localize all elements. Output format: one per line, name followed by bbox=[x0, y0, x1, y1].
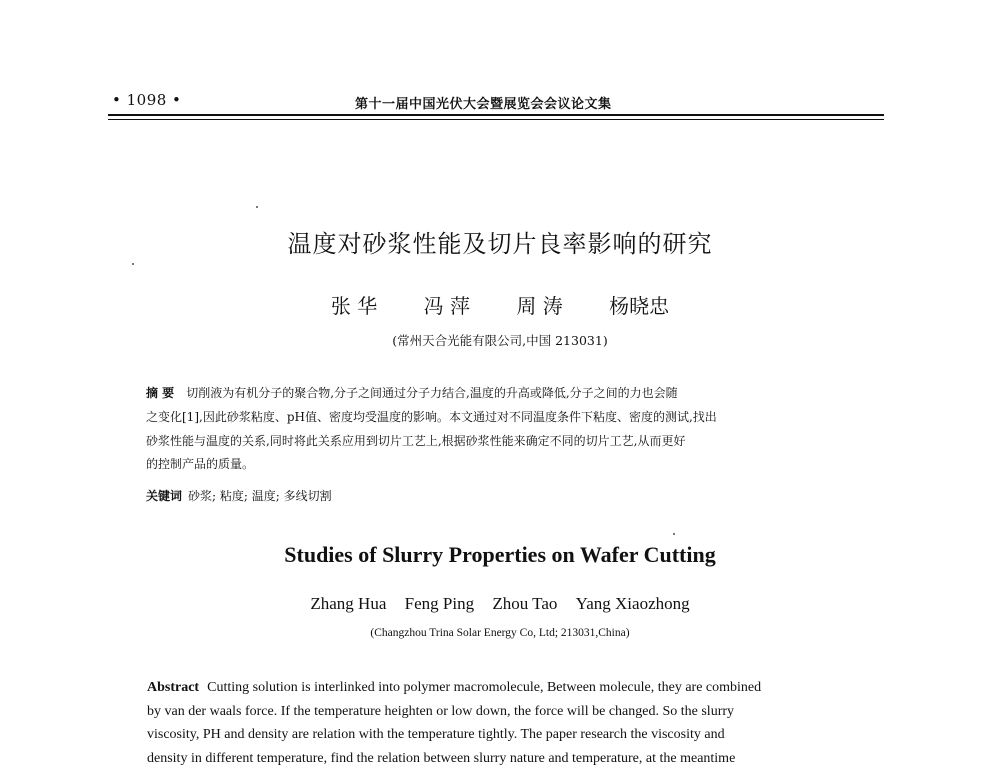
author-name: 冯 萍 bbox=[424, 294, 470, 318]
journal-title: 第十一届中国光伏大会暨展览会会议论文集 bbox=[355, 93, 612, 112]
author-name: Zhang Hua bbox=[310, 594, 386, 613]
chinese-affiliation: (常州天合光能有限公司,中国 213031) bbox=[0, 331, 1000, 349]
keywords-text: 砂浆; 粘度; 温度; 多线切割 bbox=[188, 489, 332, 503]
abstract-line: density in different temperature, find the relation between slurry nature and temperature, at the meantime bbox=[147, 747, 853, 770]
abstract-text: Cutting solution is interlinked into polymer macromolecule, Between molecule, they are combined bbox=[207, 680, 761, 695]
page-number: • 1098 • bbox=[112, 91, 181, 109]
english-abstract bbox=[147, 676, 853, 770]
author-name: 杨晓忠 bbox=[609, 294, 669, 318]
abstract-label: Abstract bbox=[147, 680, 199, 695]
scan-speck bbox=[132, 263, 134, 265]
english-authors bbox=[0, 594, 1000, 614]
english-title: Studies of Slurry Properties on Wafer Cutting bbox=[0, 542, 1000, 568]
abstract-label: 摘 要 bbox=[146, 386, 174, 400]
author-name: 周 涛 bbox=[516, 294, 562, 318]
abstract-line bbox=[146, 382, 856, 406]
author-name: 张 华 bbox=[331, 294, 377, 318]
chinese-keywords bbox=[146, 487, 856, 504]
abstract-line: 砂浆性能与温度的关系,同时将此关系应用到切片工艺上,根据砂浆性能来确定不同的切片工艺,从而更好 bbox=[146, 430, 856, 454]
keywords-label: 关键词 bbox=[146, 489, 182, 503]
abstract-line: by van der waals force. If the temperature heighten or low down, the force will be changed. So the slurry bbox=[147, 700, 853, 724]
abstract-text: 切削液为有机分子的聚合物,分子之间通过分子力结合,温度的升高或降低,分子之间的力也会随 bbox=[186, 386, 677, 400]
chinese-abstract bbox=[146, 382, 856, 477]
abstract-line bbox=[147, 676, 853, 700]
english-affiliation: (Changzhou Trina Solar Energy Co, Ltd; 213031,China) bbox=[0, 627, 1000, 639]
author-name: Zhou Tao bbox=[492, 594, 557, 613]
abstract-line: 的控制产品的质量。 bbox=[146, 453, 856, 477]
abstract-line: 之变化[1],因此砂浆粘度、pH值、密度均受温度的影响。本文通过对不同温度条件下粘度、密度的测试,找出 bbox=[146, 406, 856, 430]
scan-speck bbox=[673, 533, 675, 535]
abstract-line: viscosity, PH and density are relation with the temperature tightly. The paper research the viscosity and bbox=[147, 723, 853, 747]
author-name: Yang Xiaozhong bbox=[576, 594, 690, 613]
chinese-title: 温度对砂浆性能及切片良率影响的研究 bbox=[0, 224, 1000, 259]
header-rule-thin bbox=[108, 119, 884, 120]
chinese-authors bbox=[0, 290, 1000, 319]
header-rule-thick bbox=[108, 114, 884, 116]
scan-speck bbox=[256, 206, 258, 208]
author-name: Feng Ping bbox=[405, 594, 474, 613]
